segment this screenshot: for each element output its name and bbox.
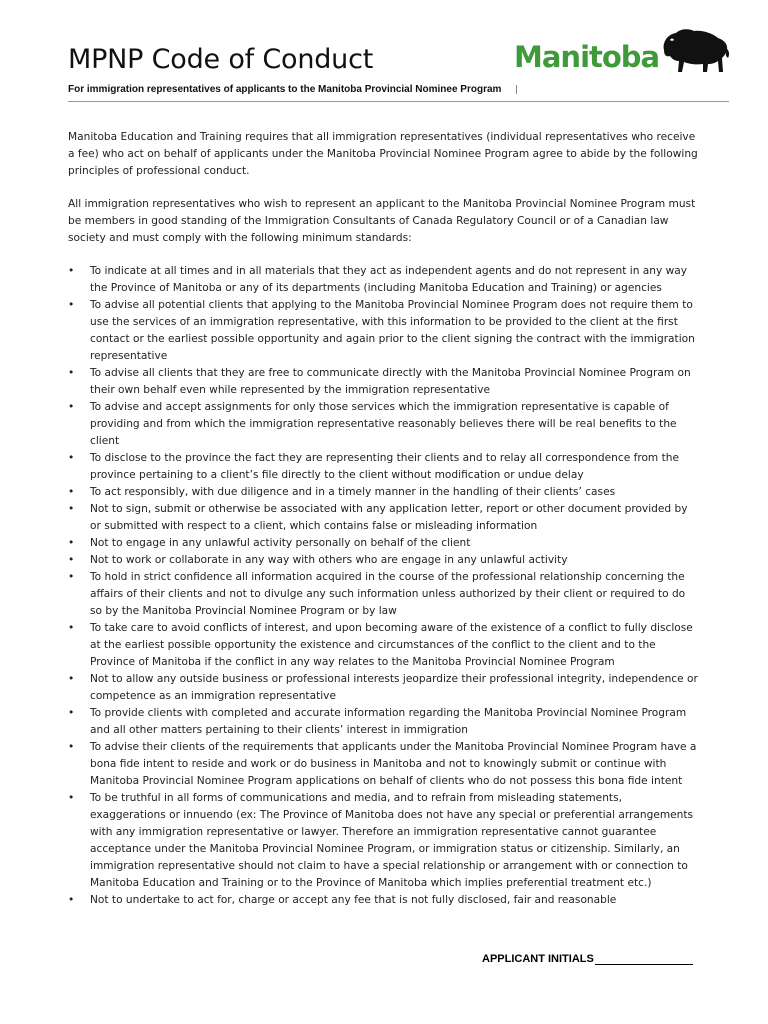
list-item-text: To be truthful in all forms of communications and media, and to refrain from misleading statements, exaggerations or innuendo (ex: The Province of Manitoba does not have any special or preferential arrangements with any immigration representative or lawyer. Therefore an immigration representative cannot guarantee acceptance under the Manitoba Provincial Nominee Program, or immigration status or citizenship. Similarly, an immigration representative should not claim to have a special relationship or arrangement with or connection to Manitoba Education and Training or to the Province of Manitoba which implies preferential treatment etc.) <box>90 792 694 889</box>
bullet-icon: • <box>68 554 75 566</box>
list-item-text: Not to engage in any unlawful activity personally on behalf of the client <box>90 537 471 549</box>
bullet-icon: • <box>68 792 75 804</box>
list-item-text: To disclose to the province the fact they are representing their clients and to relay all correspondence from the province pertaining to a client’s file directly to the client without modification or undue delay <box>90 452 680 481</box>
bullet-icon: • <box>68 265 75 277</box>
page-subtitle: For immigration representatives of applicants to the Manitoba Provincial Nominee Program <box>68 84 502 95</box>
applicant-initials <box>482 952 693 965</box>
bullet-icon: • <box>68 367 75 379</box>
header-tick <box>516 85 517 94</box>
list-item-text: To advise all potential clients that applying to the Manitoba Provincial Nominee Program does not require them to use the services of an immigration representative, with this information to be provided to the client at the first contact or the earliest possible opportunity and again prior to the client signing the contract with the immigration representative <box>90 299 695 362</box>
logo-wordmark: Manitoba <box>514 40 660 74</box>
list-item-text: To act responsibly, with due diligence and in a timely manner in the handling of their clients’ cases <box>90 486 616 498</box>
list-item <box>68 297 700 365</box>
list-item-text: To advise and accept assignments for only those services which the immigration representative is capable of providing and from which the immigration representative reasonably believes there will be real benefits to the client <box>90 401 677 447</box>
list-item <box>68 671 700 705</box>
requirements-paragraph: All immigration representatives who wish to represent an applicant to the Manitoba Provincial Nominee Program must be members in good standing of the Immigration Consultants of Canada Regulatory Council or of a Canadian law society and must comply with the following minimum standards: <box>68 198 696 244</box>
initials-field[interactable] <box>595 952 693 965</box>
list-item <box>68 739 700 790</box>
bullet-icon: • <box>68 707 75 719</box>
bullet-icon: • <box>68 452 75 464</box>
page-title: MPNP Code of Conduct <box>68 44 374 75</box>
list-item <box>68 399 700 450</box>
bison-icon <box>660 28 730 76</box>
list-item-text: To indicate at all times and in all materials that they act as independent agents and do not represent in any way the Province of Manitoba or any of its departments (including Manitoba Education and Training) or agencies <box>90 265 688 294</box>
manitoba-logo <box>514 28 729 84</box>
bullet-icon: • <box>68 673 75 685</box>
list-item <box>68 705 700 739</box>
intro-paragraph: Manitoba Education and Training requires that all immigration representatives (individual representatives who receive a fee) who act on behalf of applicants under the Manitoba Provincial Nominee Program agree to abide by the following principles of professional conduct. <box>68 131 698 177</box>
list-item-text: Not to sign, submit or otherwise be associated with any application letter, report or other document provided by or submitted with respect to a client, which contains false or misleading information <box>90 503 688 532</box>
list-item <box>68 365 700 399</box>
standards-list <box>68 263 700 909</box>
list-item-text: To advise all clients that they are free to communicate directly with the Manitoba Provincial Nominee Program on their own behalf even while represented by the immigration representative <box>90 367 691 396</box>
list-item <box>68 892 700 909</box>
list-item-text: Not to allow any outside business or professional interests jeopardize their professional integrity, independence or competence as an immigration representative <box>90 673 698 702</box>
bullet-icon: • <box>68 894 75 906</box>
list-item <box>68 484 700 501</box>
header-divider <box>68 101 729 102</box>
list-item-text: To provide clients with completed and accurate information regarding the Manitoba Provincial Nominee Program and all other matters pertaining to their clients’ interest in immigration <box>90 707 687 736</box>
bullet-icon: • <box>68 299 75 311</box>
bullet-icon: • <box>68 486 75 498</box>
list-item <box>68 620 700 671</box>
bullet-icon: • <box>68 622 75 634</box>
list-item-text: To advise their clients of the requirements that applicants under the Manitoba Provincial Nominee Program have a bona fide intent to reside and work or do business in Manitoba and not to knowingly submit or continue with Manitoba Provincial Nominee Program applications on behalf of clients who do not possess this bona fide intent <box>90 741 697 787</box>
list-item <box>68 501 700 535</box>
list-item <box>68 790 700 892</box>
bullet-icon: • <box>68 401 75 413</box>
list-item <box>68 450 700 484</box>
list-item <box>68 552 700 569</box>
initials-label: APPLICANT INITIALS <box>482 953 594 965</box>
bullet-icon: • <box>68 537 75 549</box>
list-item-text: To take care to avoid conflicts of interest, and upon becoming aware of the existence of a conflict to fully disclose at the earliest possible opportunity the existence and circumstances of the conflict to the client and to the Province of Manitoba if the conflict in any way relates to the Manitoba Provincial Nominee Program <box>90 622 693 668</box>
list-item <box>68 569 700 620</box>
list-item <box>68 535 700 552</box>
bullet-icon: • <box>68 571 75 583</box>
list-item-text: To hold in strict confidence all information acquired in the course of the professional relationship concerning the affairs of their clients and not to divulge any such information unless authorized by their client or required to do so by the Manitoba Provincial Nominee Program or by law <box>90 571 686 617</box>
list-item <box>68 263 700 297</box>
document-body <box>68 129 700 909</box>
list-item-text: Not to undertake to act for, charge or accept any fee that is not fully disclosed, fair and reasonable <box>90 894 617 906</box>
bullet-icon: • <box>68 503 75 515</box>
bullet-icon: • <box>68 741 75 753</box>
list-item-text: Not to work or collaborate in any way with others who are engage in any unlawful activity <box>90 554 568 566</box>
